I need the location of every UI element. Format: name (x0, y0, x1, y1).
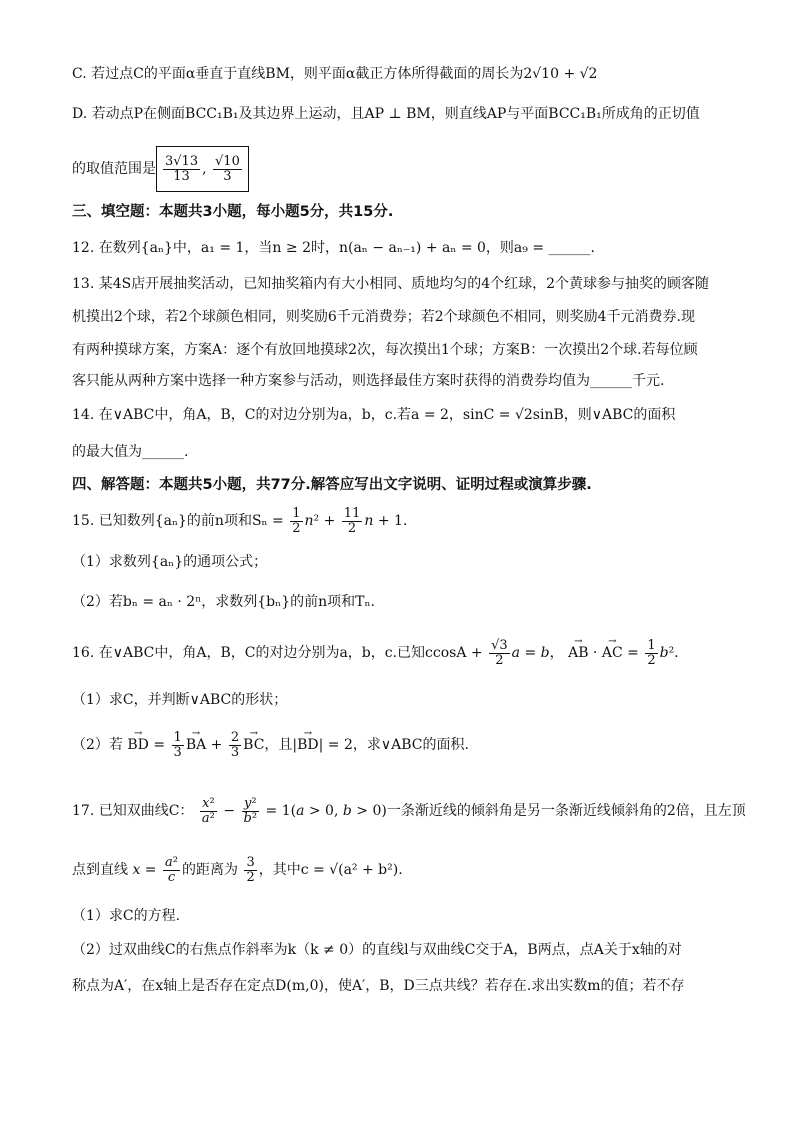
interval-left-den: 13 (173, 168, 190, 184)
question-17-line1: 17. 已知双曲线C： $\frac{\text{x²}}{\text{a²}}$ − $\frac{\text{y²}}{\text{b²}}$ = 1(a > 0, b > 0)一条渐近线的倾斜角是另一条渐近线倾斜角的2倍，且左顶 (72, 795, 746, 826)
question-15-part1: （1）求数列{aₙ}的通项公式； (72, 554, 268, 570)
question-14-line2: 的最大值为______. (72, 444, 189, 460)
question-14-line1: 14. 在∨ABC中，角A，B，C的对边分别为a，b，c.若a = 2，sinC = √2sinB，则∨ABC的面积 (72, 407, 676, 423)
question-17-suffix: 一条渐近线的倾斜角是另一条渐近线倾斜角的2倍，且左顶 (386, 803, 746, 819)
option-d-line2 (72, 146, 249, 192)
question-13-line2: 机摸出2个球，若2个球颜色相同，则奖励6千元消费券；若2个球颜色不相同，则奖励4千元消费券.现 (72, 309, 695, 325)
question-17-line2-suffix: ，其中c = √(a² + b²). (258, 862, 403, 878)
question-17-part2-line2: 称点为A′，在x轴上是否存在定点D(m,0)，使A′，B，D三点共线？若存在.求出实数m的值；若不存 (72, 978, 685, 994)
question-13-line3: 有两种摸球方案，方案A：逐个有放回地摸球2次，每次摸出1个球；方案B：一次摸出2个球.若每位顾 (72, 342, 698, 358)
question-17-line2-prefix: 点到直线 (72, 862, 128, 878)
interval-right-den: 3 (223, 168, 232, 184)
option-d-interval: $\frac{3√13}{13}$ , $\frac{√10}{3}$ (156, 146, 249, 192)
question-16-part1: （1）求C，并判断∨ABC的形状； (72, 692, 288, 708)
question-17-line2-mid: 的距离为 (181, 862, 238, 878)
option-c: C. 若过点C的平面α垂直于直线BM，则平面α截正方体所得截面的周长为2√10 + √2 (72, 66, 598, 82)
question-16-part2: （2）若 → BD = $\frac{1}{3}$ → BA + $\frac{2}{3}$ → BC，且|→ BD| = 2，求∨ABC的面积. (72, 728, 469, 762)
question-16-prefix: 16. 在∨ABC中，角A，B，C的对边分别为a，b，c.已知ccosA + (72, 645, 483, 661)
question-17-part2-line1: （2）过双曲线C的右焦点作斜率为k（k ≠ 0）的直线l与双曲线C交于A，B两点，点A关于x轴的对 (72, 942, 682, 958)
question-13-line4: 客只能从两种方案中选择一种方案参与活动，则选择最佳方案时获得的消费券均值为______千元. (72, 373, 665, 389)
question-16: 16. 在∨ABC中，角A，B，C的对边分别为a，b，c.已知ccosA + $\frac{√3}{2}$ a = b， → AB · → AC = $\frac{1}{2}$ b². (72, 636, 679, 670)
question-15-prefix: 15. 已知数列{aₙ}的前n项和Sₙ = (72, 513, 284, 529)
question-17-line2: 点到直线 x = $\frac{\text{a²}}{c}$ 的距离为 $\frac{3}{2}$ ，其中c = √(a² + b²). (72, 854, 403, 885)
question-16-part2-suffix: ，求∨ABC的面积. (352, 737, 469, 753)
question-15-part2: （2）若bₙ = aₙ · 2ⁿ，求数列{bₙ}的前n项和Tₙ. (72, 594, 375, 610)
option-d-prefix: 的取值范围是 (72, 161, 156, 177)
question-16-part2-prefix: （2）若 (72, 737, 123, 753)
section-4-heading: 四、解答题：本题共5小题，共77分.解答应写出文字说明、证明过程或演算步骤. (72, 477, 592, 493)
question-13-line1: 13. 某4S店开展抽奖活动，已知抽奖箱内有大小相同、质地均匀的4个红球，2个黄球参与抽奖的顾客随 (72, 276, 710, 292)
question-15: 15. 已知数列{aₙ}的前n项和Sₙ = $\frac{1}{2}$ n² + $\frac{11}{2}$ n + 1. (72, 505, 408, 536)
interval-right-num: √10 (215, 153, 240, 169)
question-17-prefix: 17. 已知双曲线C： (72, 803, 194, 819)
section-3-heading: 三、填空题：本题共3小题，每小题5分，共15分. (72, 204, 394, 220)
option-d-line1: D. 若动点P在侧面BCC₁B₁及其边界上运动，且AP ⊥ BM，则直线AP与平面BCC₁B₁所成角的正切值 (72, 106, 700, 122)
question-12: 12. 在数列{aₙ}中，a₁ = 1，当n ≥ 2时，n(aₙ − aₙ₋₁) + aₙ = 0，则a₉ = ______. (72, 240, 595, 256)
question-17-part1: （1）求C的方程. (72, 908, 181, 924)
interval-left-num: 3√13 (165, 153, 199, 169)
